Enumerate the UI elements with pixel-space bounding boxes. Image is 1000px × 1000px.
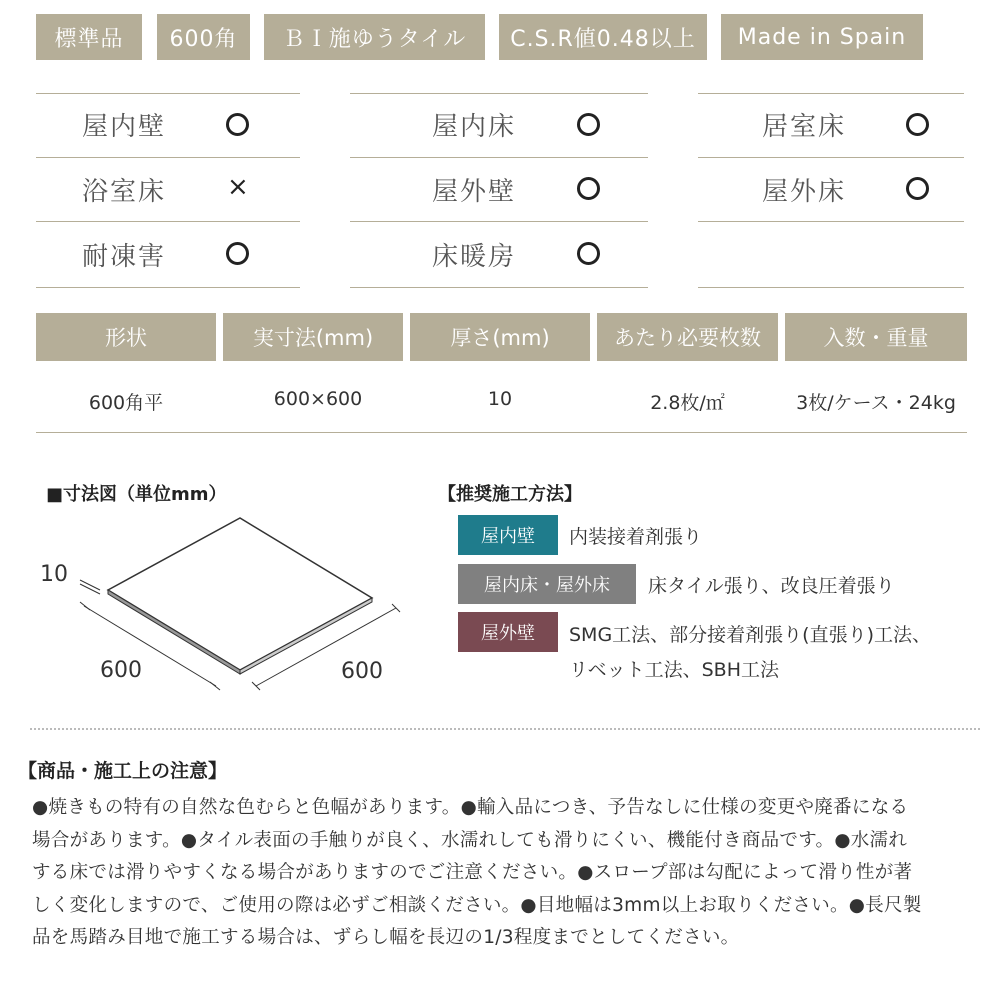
divider: [698, 157, 964, 158]
divider: [698, 287, 964, 288]
circle-icon: [577, 242, 600, 265]
usage-label-outdoor-floor: 屋外床: [762, 177, 847, 207]
tag-type: ＢＩ施ゆうタイル: [264, 14, 485, 60]
spec-header-quantity: あたり必要枚数: [597, 313, 778, 361]
circle-icon: [226, 113, 249, 136]
tag-standard: 標準品: [36, 14, 142, 60]
method-badge-floor: 屋内床・屋外床: [458, 564, 636, 604]
circle-icon: [577, 177, 600, 200]
spec-header-weight: 入数・重量: [785, 313, 967, 361]
cross-icon: ×: [227, 172, 249, 202]
spec-value-size: 600×600: [273, 388, 363, 410]
divider: [350, 93, 648, 94]
spec-header-shape: 形状: [36, 313, 216, 361]
divider: [36, 157, 300, 158]
note-line: しく変化しますので、ご使用の際は必ずご相談ください。●目地幅は3mm以上お取りください。●長尺製: [32, 894, 922, 916]
dim-line: [210, 682, 220, 690]
dim-line: [80, 602, 90, 610]
dim-line: [252, 682, 260, 690]
diagram-title: ■寸法図（単位mm）: [46, 484, 227, 505]
divider: [698, 93, 964, 94]
tag-csr: C.S.R値0.48以上: [499, 14, 707, 60]
spec-value-thickness: 10: [487, 388, 513, 410]
note-line: 品を馬踏み目地で施工する場合は、ずらし幅を長辺の1/3程度までとしてください。: [32, 927, 740, 948]
dim-thickness: 10: [40, 562, 68, 587]
method-text-outdoor-wall: SMG工法、部分接着剤張り(直張り)工法、: [569, 624, 932, 646]
tag-size: 600角: [157, 14, 250, 60]
method-badge-outdoor-wall: 屋外壁: [458, 612, 558, 652]
usage-label-outdoor-wall: 屋外壁: [432, 177, 517, 207]
divider: [36, 287, 300, 288]
dotted-divider: [30, 728, 980, 730]
circle-icon: [577, 113, 600, 136]
methods-title: 【推奨施工方法】: [438, 484, 582, 505]
dim-depth: 600: [341, 659, 383, 684]
tag-origin: Made in Spain: [721, 14, 923, 60]
usage-label-indoor-wall: 屋内壁: [82, 112, 167, 142]
usage-label-indoor-floor: 屋内床: [432, 112, 517, 142]
method-text-floor: 床タイル張り、改良圧着張り: [648, 575, 895, 597]
circle-icon: [906, 113, 929, 136]
usage-label-bath-floor: 浴室床: [82, 177, 167, 207]
divider: [350, 287, 648, 288]
notes-title: 【商品・施工上の注意】: [18, 760, 228, 782]
divider: [36, 221, 300, 222]
note-line: する床では滑りやすくなる場合がありますのでご注意ください。●スロープ部は勾配によって滑り性が著: [32, 862, 913, 883]
note-line: ●焼きもの特有の自然な色むらと色幅があります。●輸入品につき、予告なしに仕様の変更や廃番になる: [32, 797, 909, 818]
dim-width: 600: [100, 658, 142, 683]
usage-label-floor-heating: 床暖房: [432, 242, 517, 272]
circle-icon: [226, 242, 249, 265]
method-text-indoor-wall: 内装接着剤張り: [569, 526, 703, 548]
usage-label-living-floor: 居室床: [762, 112, 847, 142]
spec-header-thickness: 厚さ(mm): [410, 313, 590, 361]
spec-value-quantity: 2.8枚/㎡: [650, 392, 725, 414]
spec-value-weight: 3枚/ケース・24kg: [796, 392, 956, 414]
circle-icon: [906, 177, 929, 200]
method-badge-indoor-wall: 屋内壁: [458, 515, 558, 555]
method-text-outdoor-wall-2: リベット工法、SBH工法: [569, 659, 780, 681]
usage-label-frost: 耐凍害: [82, 242, 167, 272]
dim-line: [392, 604, 400, 612]
notes-body: [32, 792, 982, 955]
spec-header-size: 実寸法(mm): [223, 313, 403, 361]
note-line: 場合があります。●タイル表面の手触りが良く、水濡れしても滑りにくい、機能付き商品です。●水濡れ: [32, 829, 908, 851]
divider: [350, 221, 648, 222]
divider: [36, 93, 300, 94]
divider: [36, 432, 967, 433]
tile-top-face: [108, 518, 372, 670]
spec-value-shape: 600角平: [88, 392, 164, 414]
divider: [350, 157, 648, 158]
divider: [698, 221, 964, 222]
